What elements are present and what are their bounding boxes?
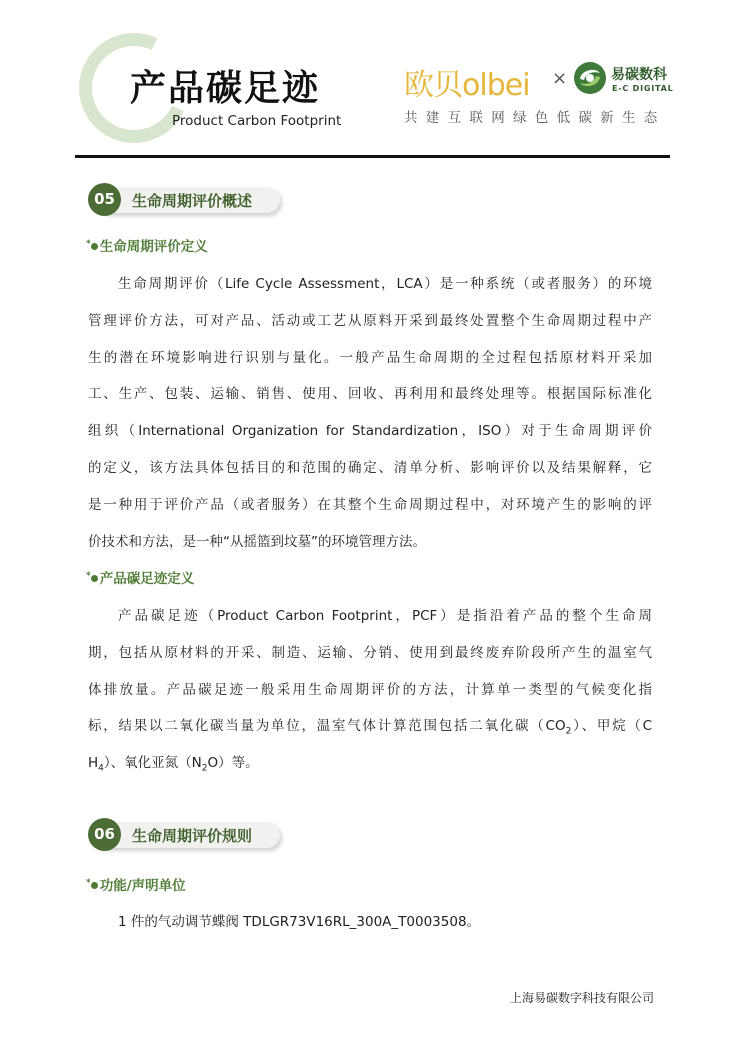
paragraph-line: 是一种用于评价产品（或者服务）在其整个生命周期过程中，对环境产生的影响的评 [88,497,652,513]
section-number: 06 [88,818,121,851]
subscript: 2 [201,763,208,774]
subscript: 2 [565,726,572,737]
section-title: 生命周期评价概述 [132,192,253,210]
text-run: H [88,755,99,771]
paragraph-line-ch4 [88,751,652,774]
paragraph-line: 工、生产、包装、运输、销售、使用、回收、再利用和最终处理等。根据国际标准化 [88,386,652,402]
subheading-text: 生命周期评价定义 [99,239,208,255]
paragraph-line: 期，包括从原材料的开采、制造、运输、分销、使用到最终废弃阶段所产生的温室气 [88,645,652,661]
paragraph-line: 价技术和方法，是一种“从摇篮到坟墓”的环境管理方法。 [88,534,426,550]
text-run: O）等。 [207,755,259,771]
subheading-lca-definition [86,235,208,255]
subheading-pcf-definition [86,567,194,587]
subscript: 4 [98,763,104,774]
bullet-dot-icon [91,882,98,889]
section-title: 生命周期评价规则 [132,827,253,845]
section-number: 05 [88,183,121,216]
bullet-star-icon: * [86,878,91,888]
paragraph-line: 产品碳足迹（Product Carbon Footprint，PCF）是指沿着产品的整个生命周 [118,608,652,624]
bullet-dot-icon [91,575,98,582]
text-run: 标，结果以二氧化碳当量为单位，温室气体计算范围包括二氧化碳（CO [88,718,566,734]
bullet-dot-icon [91,243,98,250]
paragraph-line: 管理评价方法，可对产品、活动或工艺从原料开采到最终处置整个生命周期过程中产 [88,313,652,329]
brand-separator: × [552,68,568,89]
header-divider [75,155,670,158]
section-header-05 [88,183,278,215]
subheading-text: 产品碳足迹定义 [99,571,195,587]
ec-digital-english: E-C DIGITAL [612,84,674,93]
ec-digital-name: 易碳数科 [611,67,667,83]
oubei-logo: 欧贝olbei [404,68,530,103]
paragraph-line: 生的潜在环境影响进行识别与量化。一般产品生命周期的全过程包括原材料开采加 [88,350,652,366]
slogan: 共建互联网绿色低碳新生态 [404,110,666,126]
section-header-06 [88,818,278,850]
text-run: ）、甲烷（C [571,718,652,734]
page-title: 产品碳足迹 [130,68,321,109]
footer-company: 上海易碳数字科技有限公司 [509,991,654,1005]
paragraph-line: 的定义，该方法具体包括目的和范围的确定、清单分析、影响评价以及结果解释，它 [88,460,652,476]
subheading-functional-unit [86,874,186,894]
bullet-star-icon: * [86,571,91,581]
paragraph-line: 生命周期评价（Life Cycle Assessment，LCA）是一种系统（或者服务）的环境 [118,276,652,292]
subheading-text: 功能/声明单位 [99,878,186,894]
bullet-star-icon: * [86,239,91,249]
paragraph-line: 组织（International Organization for Standardization，ISO）对于生命周期评价 [88,423,652,439]
ec-digital-logo-icon [573,61,607,95]
paragraph-line-co2 [88,714,652,737]
text-run: ）、氧化亚氮（N [103,755,202,771]
paragraph-line: 体排放量。产品碳足迹一般采用生命周期评价的方法，计算单一类型的气候变化指 [88,682,652,698]
paragraph-line: 1 件的气动调节蝶阀 TDLGR73V16RL_300A_T0003508。 [118,914,481,930]
page-subtitle: Product Carbon Footprint [172,113,342,129]
